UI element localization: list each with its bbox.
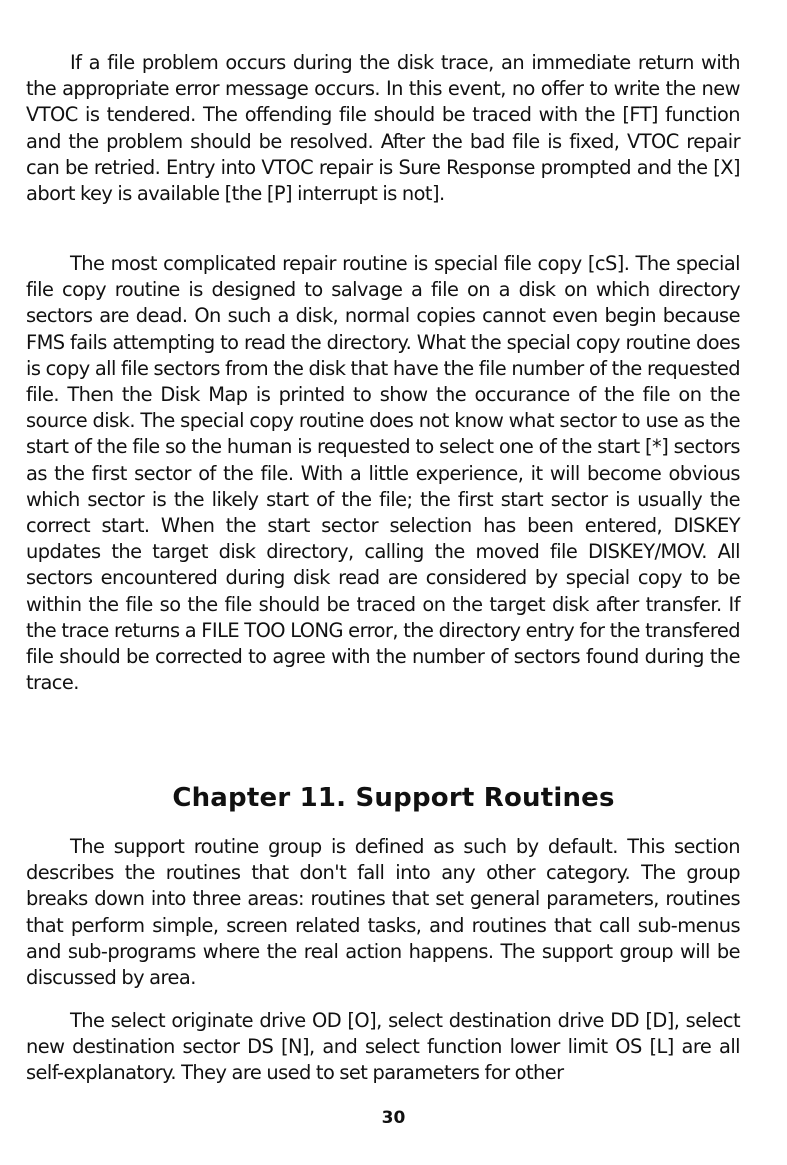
paragraph-vtoc-repair: If a file problem occurs during the disk trace, an immediate return with the appropriate error message occurs. In this event, no offer to write the new VTOC is tendered. The offending file should be traced with the [FT] function and the problem should be resolved. After the bad file is fixed, VTOC repair can be retried. Entry into VTOC repair is Sure Response prompted and the [X] abort key is available [the [P] interrupt is not]. [26, 51, 740, 206]
page-number: 30 [381, 1108, 406, 1128]
paragraph-support-group: The support routine group is defined as such by default. This section describes the routines that don't fall into any other category. The group breaks down into three areas: routines that set general parameters, routines that perform simple, screen related tasks, and routines that call sub-menus and sub-programs where the real action happens. The support group will be discussed by area. [26, 835, 740, 990]
paragraph-select-drives: The select originate drive OD [O], select destination drive DD [D], select new destination sector DS [N], and select function lower limit OS [L] are all self-explanatory. They are used to set parameters for other [26, 1009, 740, 1085]
paragraph-special-file-copy: The most complicated repair routine is special file copy [cS]. The special file copy routine is designed to salvage a file on a disk on which directory sectors are dead. On such a disk, normal copies cannot even begin because FMS fails attempting to read the directory. What the special copy routine does is copy all file sectors from the disk that have the file number of the requested file. Then the Disk Map is printed to show the occurance of the file on the source disk. The special copy routine does not know what sector to use as the start of the file so the human is requested to select one of the start [*] sectors as the first sector of the file. With a little experience, it will become obvious which sector is the likely start of the file; the first start sector is usually the correct start. When the start sector selection has been entered, DISKEY updates the target disk directory, calling the moved file DISKEY/MOV. All sectors encountered during disk read are considered by special copy to be within the file so the file should be traced on the target disk after transfer. If the trace returns a FILE TOO LONG error, the directory entry for the transfered file should be corrected to agree with the number of sectors found during the trace. [26, 252, 740, 695]
chapter-heading: Chapter 11. Support Routines [172, 783, 615, 813]
